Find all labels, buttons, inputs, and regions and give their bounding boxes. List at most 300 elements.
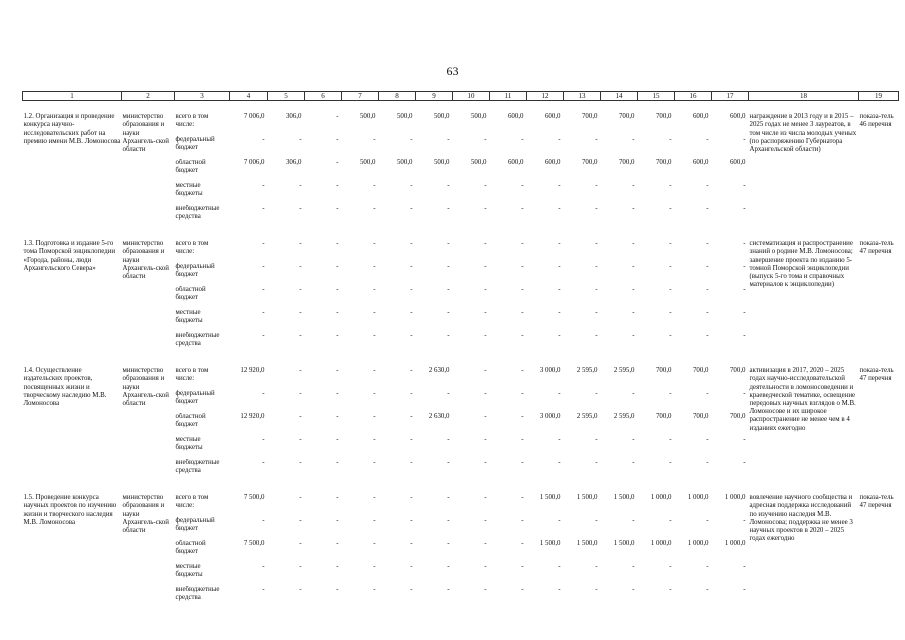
amount-cell: - bbox=[743, 182, 746, 190]
amount-cell: 1 000,0 bbox=[724, 494, 746, 502]
amount-cell: - bbox=[669, 517, 672, 525]
amount-cell: - bbox=[669, 309, 672, 317]
column-header: 3 bbox=[175, 92, 230, 101]
amount-cell: - bbox=[299, 413, 302, 421]
amount-cell: 12 920,0 bbox=[240, 413, 265, 421]
amount-cell: - bbox=[484, 367, 487, 375]
amount-cell: - bbox=[299, 263, 302, 271]
amount-cell: - bbox=[484, 205, 487, 213]
amount-cell: - bbox=[336, 159, 339, 167]
amount-cell: 700,0 bbox=[581, 159, 598, 167]
amount-cell: - bbox=[706, 563, 709, 571]
amount-cell: - bbox=[336, 517, 339, 525]
amount-cell: - bbox=[447, 390, 450, 398]
table-row bbox=[23, 367, 899, 390]
funding-source: местные бюджеты bbox=[175, 182, 203, 198]
amount-cell: 700,0 bbox=[729, 413, 746, 421]
amount-cell: 700,0 bbox=[618, 159, 635, 167]
amount-cell: - bbox=[410, 332, 413, 340]
column-header: 15 bbox=[638, 92, 675, 101]
amount-cell: 600,0 bbox=[544, 159, 561, 167]
amount-cell: - bbox=[521, 494, 524, 502]
amount-cell: - bbox=[595, 332, 598, 340]
amount-cell: - bbox=[262, 136, 265, 144]
amount-cell: - bbox=[521, 586, 524, 594]
amount-cell: - bbox=[595, 390, 598, 398]
amount-cell: - bbox=[484, 332, 487, 340]
amount-cell: - bbox=[484, 436, 487, 444]
amount-cell: - bbox=[595, 286, 598, 294]
amount-cell: - bbox=[521, 413, 524, 421]
amount-cell: 600,0 bbox=[507, 159, 524, 167]
column-header: 11 bbox=[490, 92, 527, 101]
column-header: 8 bbox=[379, 92, 416, 101]
table-row bbox=[23, 494, 899, 517]
amount-cell: - bbox=[558, 263, 561, 271]
amount-cell: - bbox=[336, 136, 339, 144]
executor: министерство образования и науки Архангель-ской области bbox=[122, 494, 169, 535]
funding-source: всего в том числе: bbox=[175, 113, 209, 129]
amount-cell: - bbox=[410, 494, 413, 502]
funding-source: областной бюджет bbox=[175, 413, 206, 429]
amount-cell: - bbox=[410, 459, 413, 467]
amount-cell: - bbox=[558, 436, 561, 444]
amount-cell: - bbox=[336, 286, 339, 294]
amount-cell: - bbox=[632, 586, 635, 594]
amount-cell: 700,0 bbox=[692, 413, 709, 421]
amount-cell: - bbox=[299, 367, 302, 375]
amount-cell: - bbox=[410, 586, 413, 594]
amount-cell: 500,0 bbox=[359, 159, 376, 167]
amount-cell: - bbox=[299, 540, 302, 548]
amount-cell: - bbox=[262, 286, 265, 294]
amount-cell: - bbox=[373, 309, 376, 317]
amount-cell: - bbox=[299, 286, 302, 294]
amount-cell: - bbox=[447, 263, 450, 271]
funding-source: федеральный бюджет bbox=[175, 517, 215, 533]
amount-cell: - bbox=[262, 517, 265, 525]
executor: министерство образования и науки Архангель-ской области bbox=[122, 367, 169, 408]
amount-cell: 306,0 bbox=[285, 113, 302, 121]
amount-cell: 500,0 bbox=[359, 113, 376, 121]
amount-cell: - bbox=[299, 436, 302, 444]
amount-cell: 600,0 bbox=[729, 159, 746, 167]
amount-cell: - bbox=[447, 240, 450, 248]
funding-source: всего в том числе: bbox=[175, 240, 209, 256]
indicator-ref: показа-тель 46 перечня bbox=[859, 113, 894, 129]
funding-source: внебюджетные средства bbox=[175, 205, 220, 221]
amount-cell: - bbox=[669, 205, 672, 213]
amount-cell: - bbox=[632, 205, 635, 213]
amount-cell: - bbox=[521, 309, 524, 317]
amount-cell: - bbox=[632, 390, 635, 398]
amount-cell: - bbox=[336, 332, 339, 340]
amount-cell: - bbox=[410, 436, 413, 444]
amount-cell: 700,0 bbox=[655, 367, 672, 375]
amount-cell: - bbox=[558, 332, 561, 340]
executor: министерство образования и науки Архангель-ской области bbox=[122, 113, 169, 154]
amount-cell: - bbox=[558, 459, 561, 467]
amount-cell: - bbox=[558, 586, 561, 594]
amount-cell: - bbox=[706, 586, 709, 594]
amount-cell: 1 500,0 bbox=[539, 540, 561, 548]
amount-cell: - bbox=[336, 113, 339, 121]
page-number: 63 bbox=[446, 64, 459, 78]
amount-cell: - bbox=[743, 332, 746, 340]
column-header: 10 bbox=[453, 92, 490, 101]
amount-cell: - bbox=[410, 367, 413, 375]
funding-source: местные бюджеты bbox=[175, 309, 203, 325]
amount-cell: - bbox=[447, 494, 450, 502]
amount-cell: - bbox=[743, 563, 746, 571]
amount-cell: 306,0 bbox=[285, 159, 302, 167]
amount-cell: - bbox=[336, 586, 339, 594]
amount-cell: - bbox=[595, 459, 598, 467]
amount-cell: - bbox=[632, 309, 635, 317]
amount-cell: - bbox=[336, 240, 339, 248]
amount-cell: - bbox=[632, 436, 635, 444]
amount-cell: - bbox=[410, 563, 413, 571]
expected-result: активизация в 2017, 2020 – 2025 годах научно-исследовательской деятельности в ломоносоведении и краеведческой тематике, освещение передовых научных взглядов о М.В. Ломоносове и их широкое распространение не менее чем в 4 изданиях ежегодно bbox=[749, 367, 856, 432]
column-header: 13 bbox=[564, 92, 601, 101]
amount-cell: - bbox=[632, 517, 635, 525]
amount-cell: - bbox=[410, 286, 413, 294]
budget-table bbox=[22, 91, 899, 609]
indicator-ref: показа-тель 47 перечня bbox=[859, 240, 894, 256]
amount-cell: 1 000,0 bbox=[724, 540, 746, 548]
amount-cell: - bbox=[558, 309, 561, 317]
amount-cell: - bbox=[447, 586, 450, 594]
funding-source: областной бюджет bbox=[175, 286, 206, 302]
amount-cell: - bbox=[743, 459, 746, 467]
funding-source: внебюджетные средства bbox=[175, 586, 220, 602]
column-header: 7 bbox=[342, 92, 379, 101]
amount-cell: - bbox=[336, 563, 339, 571]
amount-cell: - bbox=[669, 390, 672, 398]
amount-cell: - bbox=[336, 367, 339, 375]
amount-cell: - bbox=[410, 182, 413, 190]
amount-cell: - bbox=[521, 205, 524, 213]
amount-cell: - bbox=[706, 517, 709, 525]
group-spacer bbox=[23, 101, 899, 114]
amount-cell: - bbox=[373, 367, 376, 375]
column-header: 18 bbox=[749, 92, 859, 101]
amount-cell: - bbox=[262, 459, 265, 467]
amount-cell: 600,0 bbox=[729, 113, 746, 121]
amount-cell: - bbox=[521, 517, 524, 525]
amount-cell: - bbox=[336, 494, 339, 502]
column-header: 14 bbox=[601, 92, 638, 101]
amount-cell: - bbox=[521, 436, 524, 444]
amount-cell: 500,0 bbox=[396, 113, 413, 121]
amount-cell: - bbox=[669, 286, 672, 294]
amount-cell: - bbox=[299, 517, 302, 525]
amount-cell: 2 630,0 bbox=[428, 413, 450, 421]
amount-cell: - bbox=[410, 413, 413, 421]
amount-cell: 2 630,0 bbox=[428, 367, 450, 375]
amount-cell: 1 500,0 bbox=[613, 494, 635, 502]
amount-cell: - bbox=[262, 436, 265, 444]
amount-cell: - bbox=[299, 563, 302, 571]
amount-cell: - bbox=[706, 390, 709, 398]
amount-cell: - bbox=[262, 205, 265, 213]
amount-cell: - bbox=[410, 240, 413, 248]
amount-cell: - bbox=[373, 586, 376, 594]
amount-cell: - bbox=[558, 390, 561, 398]
amount-cell: - bbox=[447, 309, 450, 317]
amount-cell: - bbox=[558, 563, 561, 571]
amount-cell: - bbox=[373, 240, 376, 248]
group-spacer bbox=[23, 355, 899, 367]
amount-cell: - bbox=[669, 136, 672, 144]
amount-cell: - bbox=[262, 332, 265, 340]
amount-cell: 700,0 bbox=[655, 159, 672, 167]
amount-cell: - bbox=[706, 332, 709, 340]
amount-cell: - bbox=[373, 182, 376, 190]
measure-name: 1.3. Подготовка и издание 5-го тома Поморской энциклопедии «Города, районы, люди Архангельского Севера» bbox=[23, 240, 116, 272]
amount-cell: - bbox=[521, 263, 524, 271]
amount-cell: 700,0 bbox=[692, 367, 709, 375]
funding-source: областной бюджет bbox=[175, 159, 206, 175]
amount-cell: - bbox=[410, 540, 413, 548]
amount-cell: - bbox=[373, 540, 376, 548]
amount-cell: - bbox=[743, 286, 746, 294]
amount-cell: - bbox=[447, 517, 450, 525]
amount-cell: - bbox=[484, 309, 487, 317]
column-header: 12 bbox=[527, 92, 564, 101]
amount-cell: - bbox=[706, 240, 709, 248]
indicator-ref: показа-тель 47 перечня bbox=[859, 494, 894, 510]
column-header: 6 bbox=[305, 92, 342, 101]
amount-cell: - bbox=[558, 286, 561, 294]
amount-cell: 1 000,0 bbox=[650, 540, 672, 548]
expected-result: награждение в 2013 году и в 2015 – 2025 годах не менее 3 лауреатов, в том числе из числа молодых ученых (по распоряжению Губернатора Архангельской области) bbox=[749, 113, 857, 154]
amount-cell: 2 595,0 bbox=[613, 367, 635, 375]
amount-cell: 7 006,0 bbox=[243, 159, 265, 167]
table-row bbox=[23, 113, 899, 136]
amount-cell: - bbox=[669, 182, 672, 190]
measure-name: 1.2. Организация и проведение конкурса научно-исследовательских работ на премию имени М.В. Ломоносова bbox=[23, 113, 121, 145]
amount-cell: - bbox=[632, 182, 635, 190]
amount-cell: - bbox=[743, 309, 746, 317]
amount-cell: - bbox=[706, 205, 709, 213]
amount-cell: - bbox=[743, 517, 746, 525]
amount-cell: - bbox=[299, 205, 302, 213]
amount-cell: - bbox=[336, 413, 339, 421]
amount-cell: - bbox=[521, 390, 524, 398]
amount-cell: - bbox=[743, 586, 746, 594]
amount-cell: - bbox=[595, 563, 598, 571]
amount-cell: - bbox=[410, 136, 413, 144]
amount-cell: - bbox=[336, 205, 339, 213]
amount-cell: 1 000,0 bbox=[650, 494, 672, 502]
amount-cell: - bbox=[410, 309, 413, 317]
amount-cell: - bbox=[595, 182, 598, 190]
amount-cell: - bbox=[336, 263, 339, 271]
amount-cell: - bbox=[521, 563, 524, 571]
amount-cell: - bbox=[299, 136, 302, 144]
expected-result: вовлечение научного сообщества и адресная поддержка исследований по изучению наследия М.В. Ломоносова; поддержка не менее 3 научных проектов в 2020 – 2025 годах ежегодно bbox=[749, 494, 853, 543]
amount-cell: - bbox=[262, 240, 265, 248]
amount-cell: - bbox=[262, 563, 265, 571]
amount-cell: 2 595,0 bbox=[576, 413, 598, 421]
amount-cell: - bbox=[484, 286, 487, 294]
column-header: 5 bbox=[268, 92, 305, 101]
amount-cell: - bbox=[484, 494, 487, 502]
amount-cell: 600,0 bbox=[507, 113, 524, 121]
amount-cell: - bbox=[743, 263, 746, 271]
amount-cell: 1 500,0 bbox=[539, 494, 561, 502]
column-number-row bbox=[23, 92, 899, 101]
expected-result: систематизация и распространение знаний о родине М.В. Ломоносова; завершение проекта по изданию 5-томной Поморской энциклопедии (выпуск 5-го тома и справочных материалов к энциклопедии) bbox=[749, 240, 853, 289]
amount-cell: - bbox=[706, 136, 709, 144]
amount-cell: - bbox=[373, 286, 376, 294]
amount-cell: - bbox=[447, 459, 450, 467]
amount-cell: - bbox=[521, 367, 524, 375]
amount-cell: - bbox=[373, 390, 376, 398]
amount-cell: - bbox=[484, 182, 487, 190]
amount-cell: - bbox=[373, 563, 376, 571]
column-header: 17 bbox=[712, 92, 749, 101]
amount-cell: - bbox=[447, 563, 450, 571]
amount-cell: - bbox=[373, 332, 376, 340]
amount-cell: - bbox=[447, 436, 450, 444]
amount-cell: - bbox=[595, 205, 598, 213]
amount-cell: - bbox=[521, 286, 524, 294]
amount-cell: - bbox=[706, 436, 709, 444]
amount-cell: - bbox=[669, 459, 672, 467]
amount-cell: - bbox=[410, 390, 413, 398]
amount-cell: - bbox=[484, 540, 487, 548]
amount-cell: 7 500,0 bbox=[243, 494, 265, 502]
amount-cell: - bbox=[706, 263, 709, 271]
amount-cell: - bbox=[669, 586, 672, 594]
amount-cell: - bbox=[484, 563, 487, 571]
table-row bbox=[23, 240, 899, 263]
amount-cell: - bbox=[669, 240, 672, 248]
funding-source: всего в том числе: bbox=[175, 494, 209, 510]
amount-cell: 1 500,0 bbox=[576, 540, 598, 548]
amount-cell: - bbox=[484, 586, 487, 594]
amount-cell: 600,0 bbox=[692, 159, 709, 167]
funding-source: федеральный бюджет bbox=[175, 263, 215, 279]
amount-cell: 700,0 bbox=[729, 367, 746, 375]
amount-cell: - bbox=[521, 240, 524, 248]
measure-name: 1.5. Проведение конкурса научных проектов по изучению жизни и творческого наследия М.В. Ломоносова bbox=[23, 494, 117, 526]
amount-cell: 7 006,0 bbox=[243, 113, 265, 121]
amount-cell: - bbox=[706, 286, 709, 294]
funding-source: местные бюджеты bbox=[175, 563, 203, 579]
amount-cell: 7 500,0 bbox=[243, 540, 265, 548]
amount-cell: - bbox=[484, 517, 487, 525]
amount-cell: - bbox=[447, 540, 450, 548]
amount-cell: - bbox=[595, 263, 598, 271]
amount-cell: 1 500,0 bbox=[613, 540, 635, 548]
funding-source: федеральный бюджет bbox=[175, 390, 215, 406]
amount-cell: - bbox=[706, 309, 709, 317]
funding-source: местные бюджеты bbox=[175, 436, 203, 452]
amount-cell: - bbox=[336, 459, 339, 467]
amount-cell: - bbox=[484, 263, 487, 271]
column-header: 1 bbox=[23, 92, 122, 101]
amount-cell: - bbox=[743, 136, 746, 144]
column-header: 9 bbox=[416, 92, 453, 101]
amount-cell: - bbox=[373, 436, 376, 444]
amount-cell: - bbox=[632, 263, 635, 271]
group-spacer bbox=[23, 482, 899, 494]
column-header: 16 bbox=[675, 92, 712, 101]
amount-cell: - bbox=[632, 332, 635, 340]
amount-cell: - bbox=[373, 494, 376, 502]
amount-cell: - bbox=[669, 563, 672, 571]
column-header: 19 bbox=[859, 92, 899, 101]
amount-cell: - bbox=[299, 586, 302, 594]
amount-cell: - bbox=[558, 182, 561, 190]
amount-cell: - bbox=[484, 413, 487, 421]
amount-cell: - bbox=[484, 390, 487, 398]
amount-cell: - bbox=[521, 332, 524, 340]
amount-cell: - bbox=[595, 240, 598, 248]
amount-cell: - bbox=[632, 286, 635, 294]
amount-cell: - bbox=[669, 436, 672, 444]
amount-cell: - bbox=[373, 413, 376, 421]
amount-cell: - bbox=[299, 494, 302, 502]
amount-cell: - bbox=[373, 263, 376, 271]
amount-cell: - bbox=[484, 136, 487, 144]
column-header: 4 bbox=[230, 92, 268, 101]
funding-source: областной бюджет bbox=[175, 540, 206, 556]
amount-cell: 500,0 bbox=[396, 159, 413, 167]
amount-cell: - bbox=[447, 205, 450, 213]
amount-cell: - bbox=[373, 517, 376, 525]
funding-source: внебюджетные средства bbox=[175, 459, 220, 475]
amount-cell: 700,0 bbox=[618, 113, 635, 121]
amount-cell: 3 000,0 bbox=[539, 367, 561, 375]
amount-cell: - bbox=[558, 136, 561, 144]
amount-cell: - bbox=[595, 136, 598, 144]
amount-cell: 500,0 bbox=[433, 159, 450, 167]
amount-cell: - bbox=[743, 205, 746, 213]
amount-cell: - bbox=[299, 309, 302, 317]
amount-cell: - bbox=[521, 136, 524, 144]
amount-cell: - bbox=[299, 240, 302, 248]
amount-cell: - bbox=[484, 459, 487, 467]
amount-cell: - bbox=[595, 436, 598, 444]
amount-cell: 12 920,0 bbox=[240, 367, 265, 375]
amount-cell: 500,0 bbox=[470, 159, 487, 167]
amount-cell: 1 500,0 bbox=[576, 494, 598, 502]
amount-cell: - bbox=[632, 459, 635, 467]
amount-cell: - bbox=[706, 182, 709, 190]
amount-cell: 600,0 bbox=[544, 113, 561, 121]
amount-cell: 700,0 bbox=[655, 413, 672, 421]
amount-cell: - bbox=[595, 517, 598, 525]
amount-cell: - bbox=[336, 309, 339, 317]
amount-cell: - bbox=[521, 459, 524, 467]
amount-cell: - bbox=[410, 517, 413, 525]
amount-cell: - bbox=[521, 182, 524, 190]
amount-cell: - bbox=[373, 205, 376, 213]
amount-cell: - bbox=[299, 390, 302, 398]
amount-cell: - bbox=[632, 563, 635, 571]
amount-cell: - bbox=[262, 309, 265, 317]
amount-cell: - bbox=[558, 517, 561, 525]
amount-cell: - bbox=[669, 332, 672, 340]
amount-cell: - bbox=[632, 136, 635, 144]
amount-cell: - bbox=[447, 332, 450, 340]
amount-cell: - bbox=[484, 240, 487, 248]
amount-cell: 2 595,0 bbox=[613, 413, 635, 421]
